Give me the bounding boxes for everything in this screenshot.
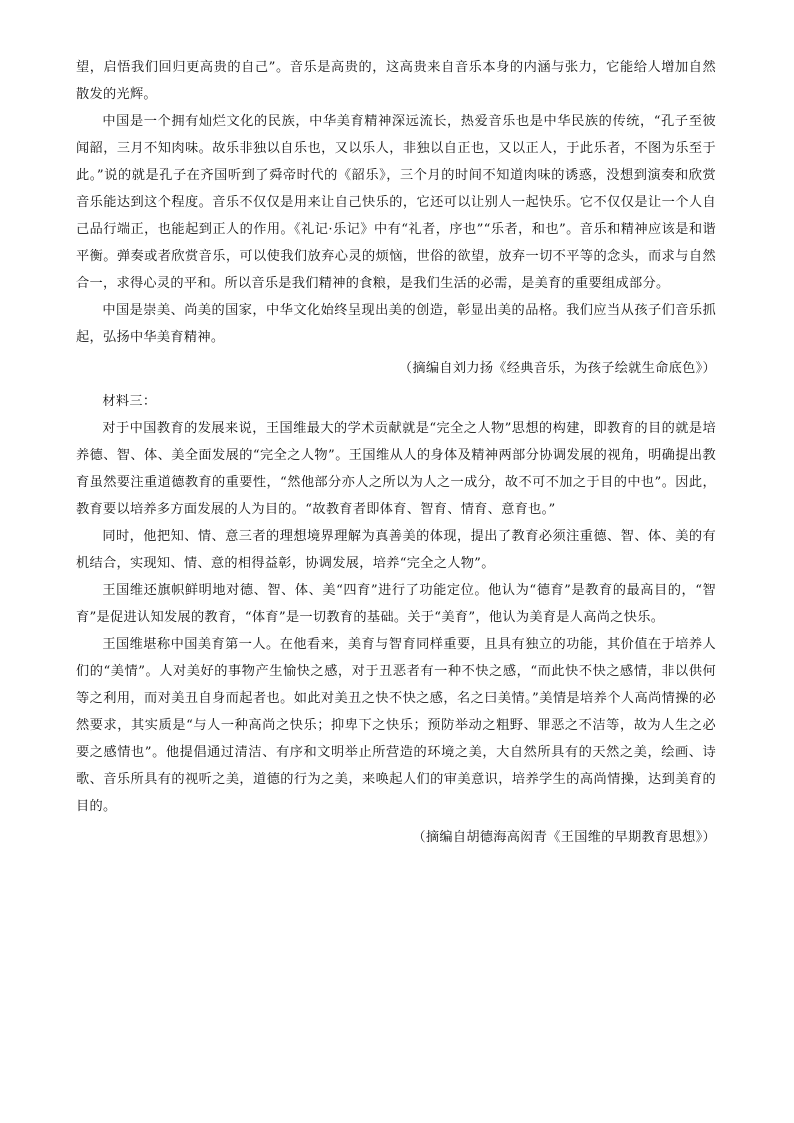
source-citation-2: （摘编自胡德海高闳青《王国维的早期教育思想》）: [412, 830, 716, 845]
paragraph-four-educations: 王国维还旗帜鲜明地对德、智、体、美“四育”进行了功能定位。他认为“德育”是教育的最高目的，“智育”是促进认知发展的教育，“体育”是一切教育的基础。关于“美育”，他认为美育是人高尚之快乐。: [76, 583, 716, 625]
paragraph-aesthetic-education: 王国维堪称中国美育第一人。在他看来，美育与智育同样重要，且具有独立的功能，其价值在于培养人们的“美情”。人对美好的事物产生愉快之感，对于丑恶者有一种不快之感，“而此快不快之感情，非以供何等之利用，而对美丑自身而起者也。如此对美丑之快不快之感，名之曰美情。”美情是培养个人高尚情操的必然要求，其实质是“与人一种高尚之快乐；抑卑下之快乐；预防举动之粗野、罪恶之不洁等，故为人生之必要之感情也”。他提倡通过清洁、有序和文明举止所营造的环境之美，大自然所具有的天然之美，绘画、诗歌、音乐所具有的视听之美，道德的行为之美，来唤起人们的审美意识，培养学生的高尚情操，达到美育的目的。: [76, 637, 716, 814]
paragraph-music-education: 中国是崇美、尚美的国家，中华文化始终呈现出美的创造，彰显出美的品格。我们应当从孩子们音乐抓起，弘扬中华美育精神。: [76, 303, 716, 345]
paragraph-music-tradition: 中国是一个拥有灿烂文化的民族，中华美育精神深远流长，热爱音乐也是中华民族的传统，“孔子至彼闻韶，三月不知肉味。故乐非独以自乐也，又以乐人，非独以自正也，又以正人，于此乐者，不图为乐至于此。”说的就是孔子在齐国听到了舜帝时代的《韶乐》，三个月的时间不知道肉味的诱惑，没想到演奏和欣赏音乐能达到这个程度。音乐不仅仅是用来让自己快乐的，它还可以让别人一起快乐。它不仅仅是让一个人自己品行端正，也能起到正人的作用。《礼记·乐记》中有“礼者，序也”“乐者，和也”。音乐和精神应该是和谐平衡。弹奏或者欣赏音乐，可以使我们放弃心灵的烦恼，世俗的欲望，放弃一切不平等的念头，而求与自然合一，求得心灵的平和。所以音乐是我们精神的食粮，是我们生活的必需，是美育的重要组成部分。: [76, 114, 716, 291]
paragraph-truth-goodness-beauty: 同时，他把知、情、意三者的理想境界理解为真善美的体现，提出了教育必须注重德、智、体、美的有机结合，实现知、情、意的相得益彰，协调发展，培养“完全之人物”。: [76, 529, 716, 571]
document-body: [76, 54, 716, 857]
paragraph-continuation: 望，启悟我们回归更高贵的自己”。音乐是高贵的，这高贵来自音乐本身的内涵与张力，它能给人增加自然散发的光辉。: [76, 60, 716, 102]
source-citation-1: （摘编自刘力扬《经典音乐，为孩子绘就生命底色》）: [398, 361, 716, 376]
material-label: 材料三：: [102, 394, 157, 409]
paragraph-complete-person: 对于中国教育的发展来说，王国维最大的学术贡献就是“完全之人物”思想的构建，即教育的目的就是培养德、智、体、美全面发展的“完全之人物”。王国维从人的身体及精神两部分协调发展的视角，明确提出教育虽然要注重道德教育的重要性，“然他部分亦人之所以为人之一成分，故不可不加之于目的中也”。因此，教育要以培养多方面发展的人为目的。“故教育者即体育、智育、情育、意育也。”: [76, 421, 716, 517]
